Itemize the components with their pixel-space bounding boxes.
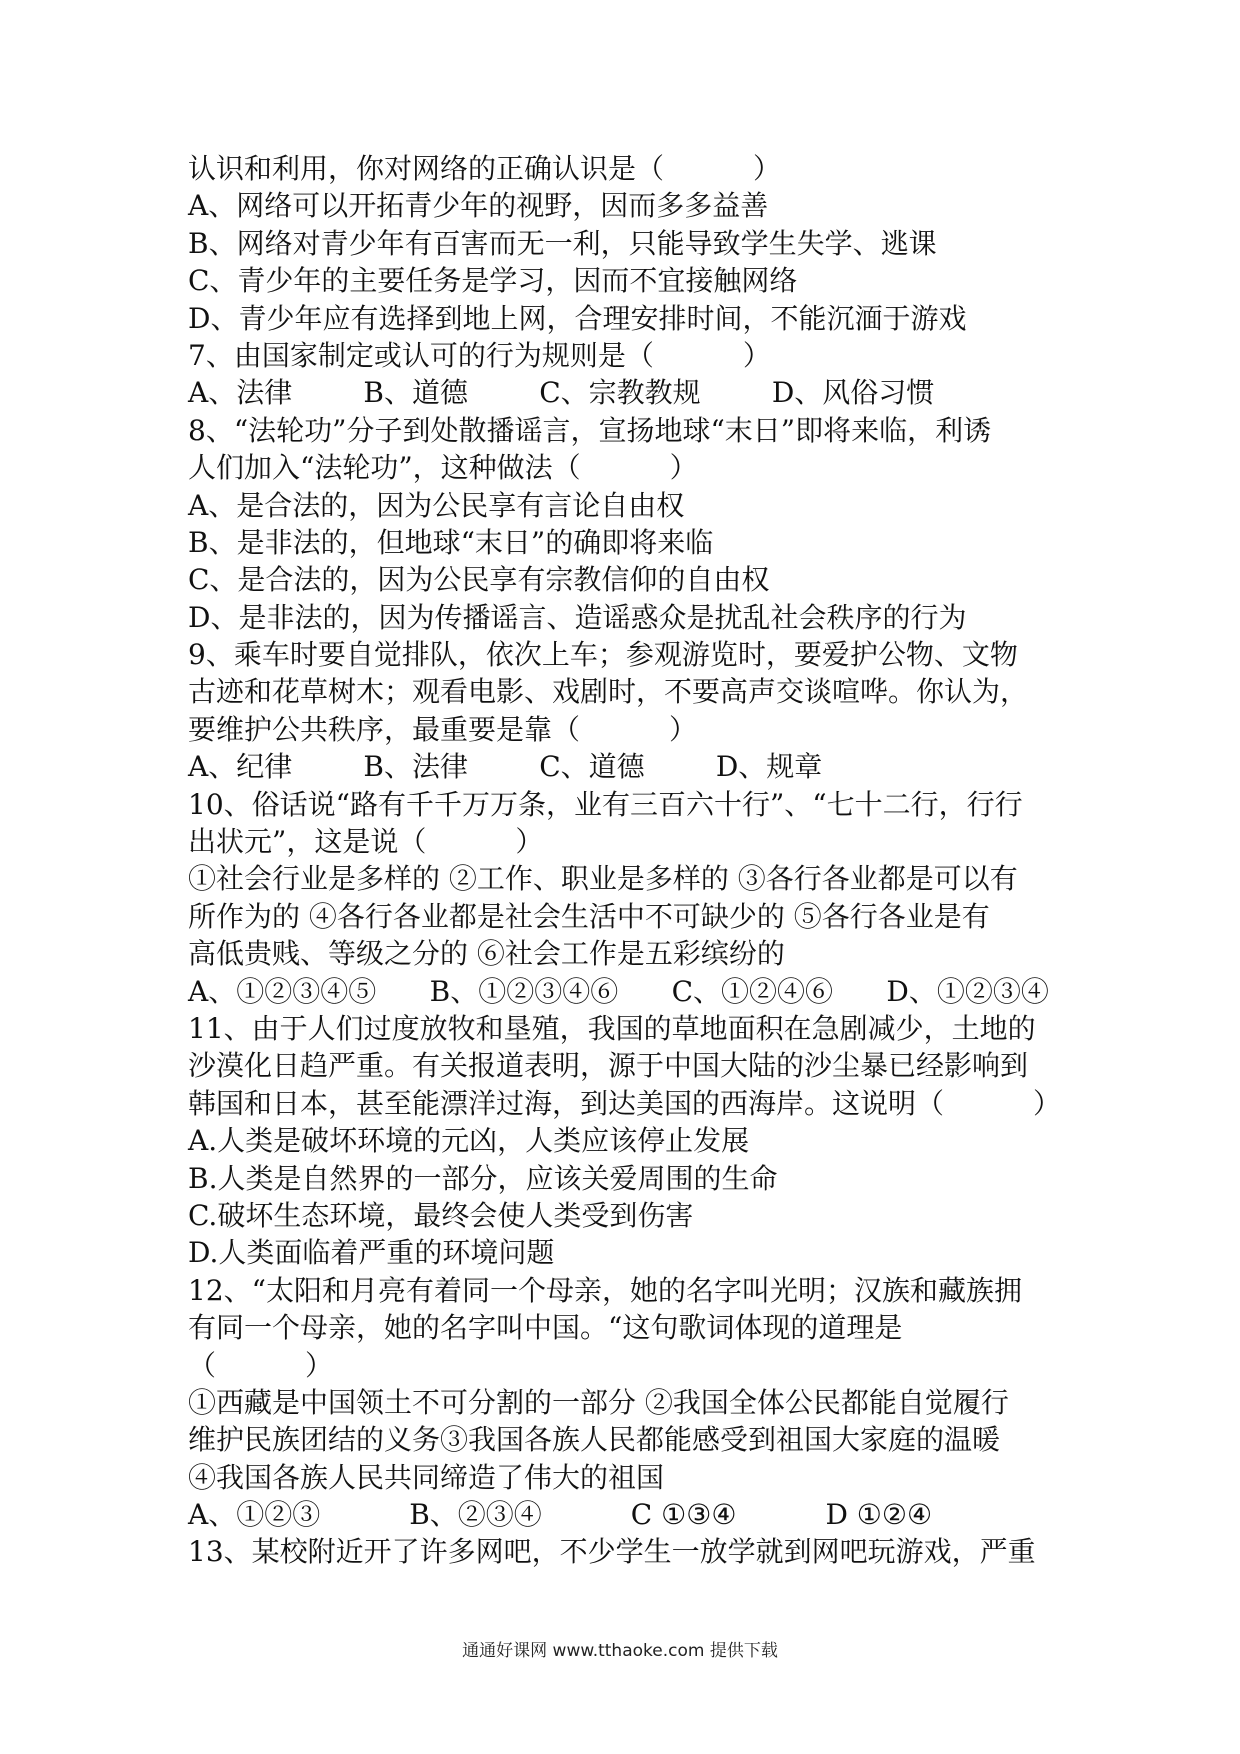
text-line: A、法律 B、道德 C、宗教教规 D、风俗习惯 bbox=[188, 376, 935, 410]
text-line: B、网络对青少年有百害而无一利，只能导致学生失学、逃课 bbox=[188, 226, 937, 260]
text-line: 7、由国家制定或认可的行为规则是（ ） bbox=[188, 338, 771, 372]
text-line: 高低贵贱、等级之分的 ⑥社会工作是五彩缤纷的 bbox=[188, 937, 785, 971]
text-line: A.人类是破坏环境的元凶，人类应该停止发展 bbox=[188, 1124, 750, 1158]
text-line: ①西藏是中国领土不可分割的一部分 ②我国全体公民都能自觉履行 bbox=[188, 1385, 1009, 1419]
text-line: 沙漠化日趋严重。有关报道表明，源于中国大陆的沙尘暴已经影响到 bbox=[188, 1049, 1029, 1083]
text-line: 韩国和日本，甚至能漂洋过海，到达美国的西海岸。这说明（ ） bbox=[188, 1086, 1062, 1120]
text-line: 所作为的 ④各行各业都是社会生活中不可缺少的 ⑤各行各业是有 bbox=[188, 899, 990, 933]
text-line: B、是非法的，但地球“末日”的确即将来临 bbox=[188, 525, 714, 559]
text-line: A、①②③ B、②③④ C ①③④ D ①②④ bbox=[188, 1498, 933, 1532]
text-line: D、是非法的，因为传播谣言、造谣惑众是扰乱社会秩序的行为 bbox=[188, 600, 967, 634]
text-line: A、①②③④⑤ B、①②③④⑥ C、①②④⑥ D、①②③④ bbox=[188, 974, 1049, 1008]
text-line: 12、“太阳和月亮有着同一个母亲，她的名字叫光明；汉族和藏族拥 bbox=[188, 1273, 1022, 1307]
text-line: 8、“法轮功”分子到处散播谣言，宣扬地球“末日”即将来临，利诱 bbox=[188, 413, 992, 447]
question-text bbox=[188, 150, 1068, 1571]
text-line: ①社会行业是多样的 ②工作、职业是多样的 ③各行各业都是可以有 bbox=[188, 862, 1018, 896]
text-line: B.人类是自然界的一部分，应该关爱周围的生命 bbox=[188, 1161, 778, 1195]
text-line: ④我国各族人民共同缔造了伟大的祖国 bbox=[188, 1460, 665, 1494]
text-line: 人们加入“法轮功”，这种做法（ ） bbox=[188, 451, 698, 485]
text-line: 要维护公共秩序，最重要是靠（ ） bbox=[188, 712, 698, 746]
text-line: 10、俗话说“路有千千万万条，业有三百六十行”、“七十二行，行行 bbox=[188, 787, 1023, 821]
text-line: C、青少年的主要任务是学习，因而不宜接触网络 bbox=[188, 264, 798, 298]
text-line: 有同一个母亲，她的名字叫中国。“这句歌词体现的道理是 bbox=[188, 1311, 903, 1345]
text-line: A、网络可以开拓青少年的视野，因而多多益善 bbox=[188, 189, 769, 223]
text-line: C.破坏生态环境，最终会使人类受到伤害 bbox=[188, 1198, 694, 1232]
text-line: A、纪律 B、法律 C、道德 D、规章 bbox=[188, 750, 823, 784]
text-line: （ ） bbox=[188, 1348, 334, 1382]
text-line: D、青少年应有选择到地上网，合理安排时间，不能沉湎于游戏 bbox=[188, 301, 967, 335]
text-line: C、是合法的，因为公民享有宗教信仰的自由权 bbox=[188, 563, 770, 597]
text-line: D.人类面临着严重的环境问题 bbox=[188, 1236, 555, 1270]
text-line: A、是合法的，因为公民享有言论自由权 bbox=[188, 488, 685, 522]
text-line: 出状元”，这是说（ ） bbox=[188, 825, 544, 859]
page-footer: 通通好课网 www.tthaoke.com 提供下载 bbox=[462, 1641, 778, 1661]
text-line: 认识和利用，你对网络的正确认识是（ ） bbox=[188, 152, 782, 185]
text-line: 11、由于人们过度放牧和垦殖，我国的草地面积在急剧减少，土地的 bbox=[188, 1011, 1036, 1045]
text-line: 古迹和花草树木；观看电影、戏剧时，不要高声交谈喧哗。你认为， bbox=[188, 675, 1029, 709]
text-line: 13、某校附近开了许多网吧，不少学生一放学就到网吧玩游戏，严重 bbox=[188, 1535, 1036, 1569]
text-line: 9、乘车时要自觉排队，依次上车；参观游览时，要爱护公物、文物 bbox=[188, 638, 1018, 672]
text-line: 维护民族团结的义务③我国各族人民都能感受到祖国大家庭的温暖 bbox=[188, 1423, 1001, 1457]
